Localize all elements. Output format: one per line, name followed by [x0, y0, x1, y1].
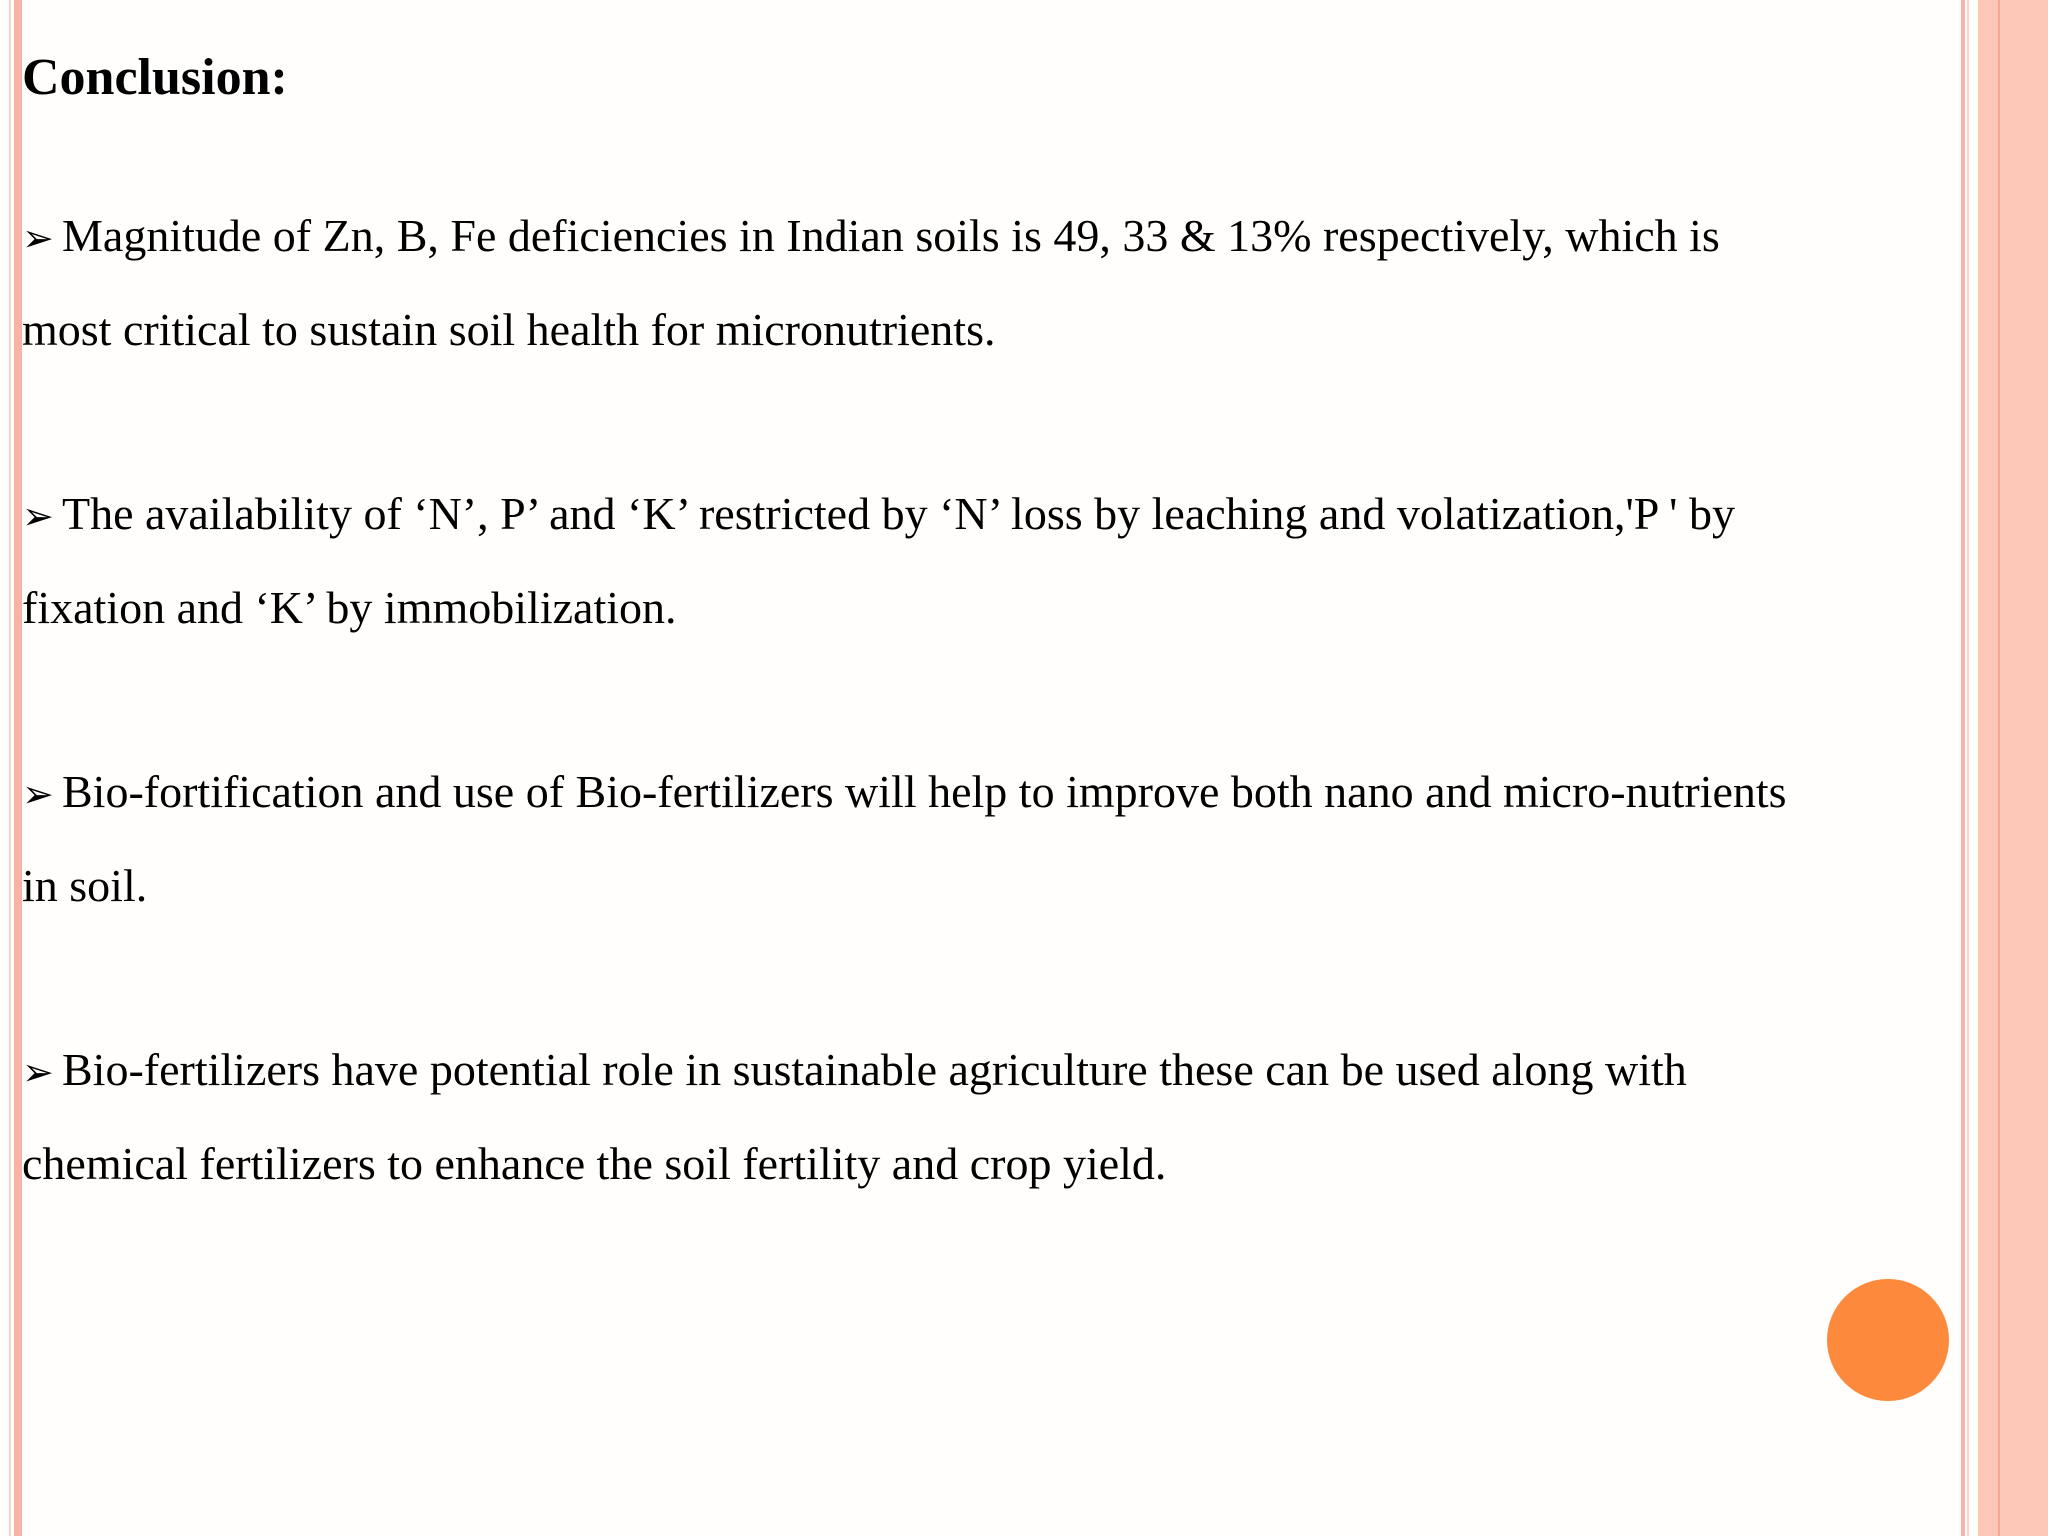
bullet-item-1 [22, 190, 1982, 376]
bullet-line: fixation and ‘K’ by immobilization. [22, 582, 677, 633]
bullet-line [22, 1024, 1982, 1118]
bullet-line [22, 190, 1982, 284]
bullet-text: The availability of ‘N’, P’ and ‘K’ restricted by ‘N’ loss by leaching and volatization,'P ' by [62, 488, 1735, 539]
bullet-item-2 [22, 468, 1982, 654]
accent-circle [1827, 1279, 1949, 1401]
bullet-text: Bio-fertilizers have potential role in sustainable agriculture these can be used along with [62, 1044, 1687, 1095]
left-border-thin-stripe [9, 0, 11, 1536]
bullet-list [22, 190, 1982, 1302]
arrow-bullet-icon: ➢ [22, 1050, 54, 1094]
arrow-bullet-icon: ➢ [22, 216, 54, 260]
bullet-text: Bio-fortification and use of Bio-fertilizers will help to improve both nano and micro-nutrients [62, 766, 1787, 817]
arrow-bullet-icon: ➢ [22, 772, 54, 816]
bullet-line [22, 746, 1982, 840]
right-border-band-2 [2000, 0, 2048, 1536]
bullet-item-4 [22, 1024, 1982, 1210]
left-border-stripe [14, 0, 22, 1536]
arrow-bullet-icon: ➢ [22, 494, 54, 538]
bullet-line: most critical to sustain soil health for micronutrients. [22, 304, 996, 355]
bullet-line: chemical fertilizers to enhance the soil fertility and crop yield. [22, 1138, 1167, 1189]
bullet-line [22, 468, 1982, 562]
bullet-text: Magnitude of Zn, B, Fe deficiencies in Indian soils is 49, 33 & 13% respectively, which is [62, 210, 1720, 261]
bullet-line: in soil. [22, 860, 148, 911]
bullet-item-3 [22, 746, 1982, 932]
slide-title: Conclusion: [22, 49, 288, 106]
